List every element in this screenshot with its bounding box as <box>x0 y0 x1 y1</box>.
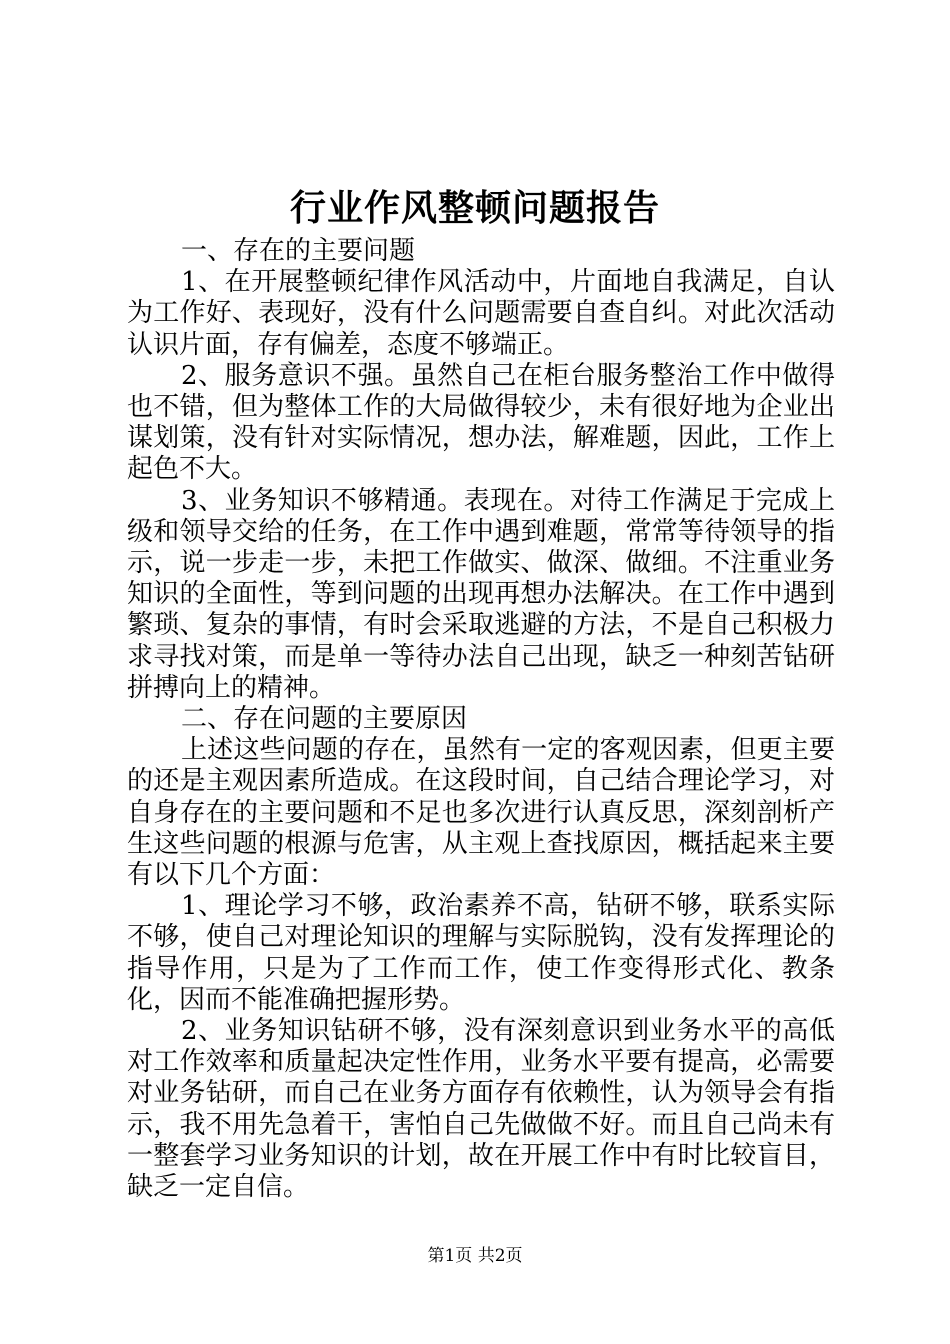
document-body <box>127 236 835 1203</box>
section-heading: 二、存在问题的主要原因 <box>181 704 468 735</box>
paragraph: 1、在开展整顿纪律作风活动中，片面地自我满足，自认为工作好、表现好，没有什么问题需要自查自纠。对此次活动认识片面，存有偏差，态度不够端正。 <box>127 267 835 360</box>
paragraph: 2、服务意识不强。虽然自己在柜台服务整治工作中做得也不错，但为整体工作的大局做得较少，未有很好地为企业出谋划策，没有针对实际情况，想办法，解难题，因此，工作上起色不大。 <box>127 360 835 485</box>
page-footer: 第1页 共2页 <box>427 1246 523 1266</box>
paragraph: 2、业务知识钻研不够，没有深刻意识到业务水平的高低对工作效率和质量起决定性作用，业务水平要有提高，必需要对业务钻研，而自己在业务方面存有依赖性，认为领导会有指示，我不用先急着干，害怕自己先做做不好。而且自己尚未有一整套学习业务知识的计划，故在开展工作中有时比较盲目，缺乏一定自信。 <box>127 1016 835 1203</box>
paragraph: 1、理论学习不够，政治素养不高，钻研不够，联系实际不够，使自己对理论知识的理解与实际脱钩，没有发挥理论的指导作用，只是为了工作而工作，使工作变得形式化、教条化，因而不能准确把握形势。 <box>127 891 835 1015</box>
paragraph: 3、业务知识不够精通。表现在。对待工作满足于完成上级和领导交给的任务，在工作中遇到难题，常常等待领导的指示，说一步走一步，未把工作做实、做深、做细。不注重业务知识的全面性，等到问题的出现再想办法解决。在工作中遇到繁琐、复杂的事情，有时会采取逃避的方法，不是自己积极力求寻找对策，而是单一等待办法自己出现，缺乏一种刻苦钻研拼搏向上的精神。 <box>127 485 835 703</box>
section-heading: 一、存在的主要问题 <box>181 236 416 266</box>
paragraph: 上述这些问题的存在，虽然有一定的客观因素，但更主要的还是主观因素所造成。在这段时间，自己结合理论学习，对自身存在的主要问题和不足也多次进行认真反思，深刻剖析产生这些问题的根源与危害，从主观上查找原因，概括起来主要有以下几个方面： <box>127 735 835 891</box>
document-title: 行业作风整顿问题报告 <box>289 187 660 229</box>
